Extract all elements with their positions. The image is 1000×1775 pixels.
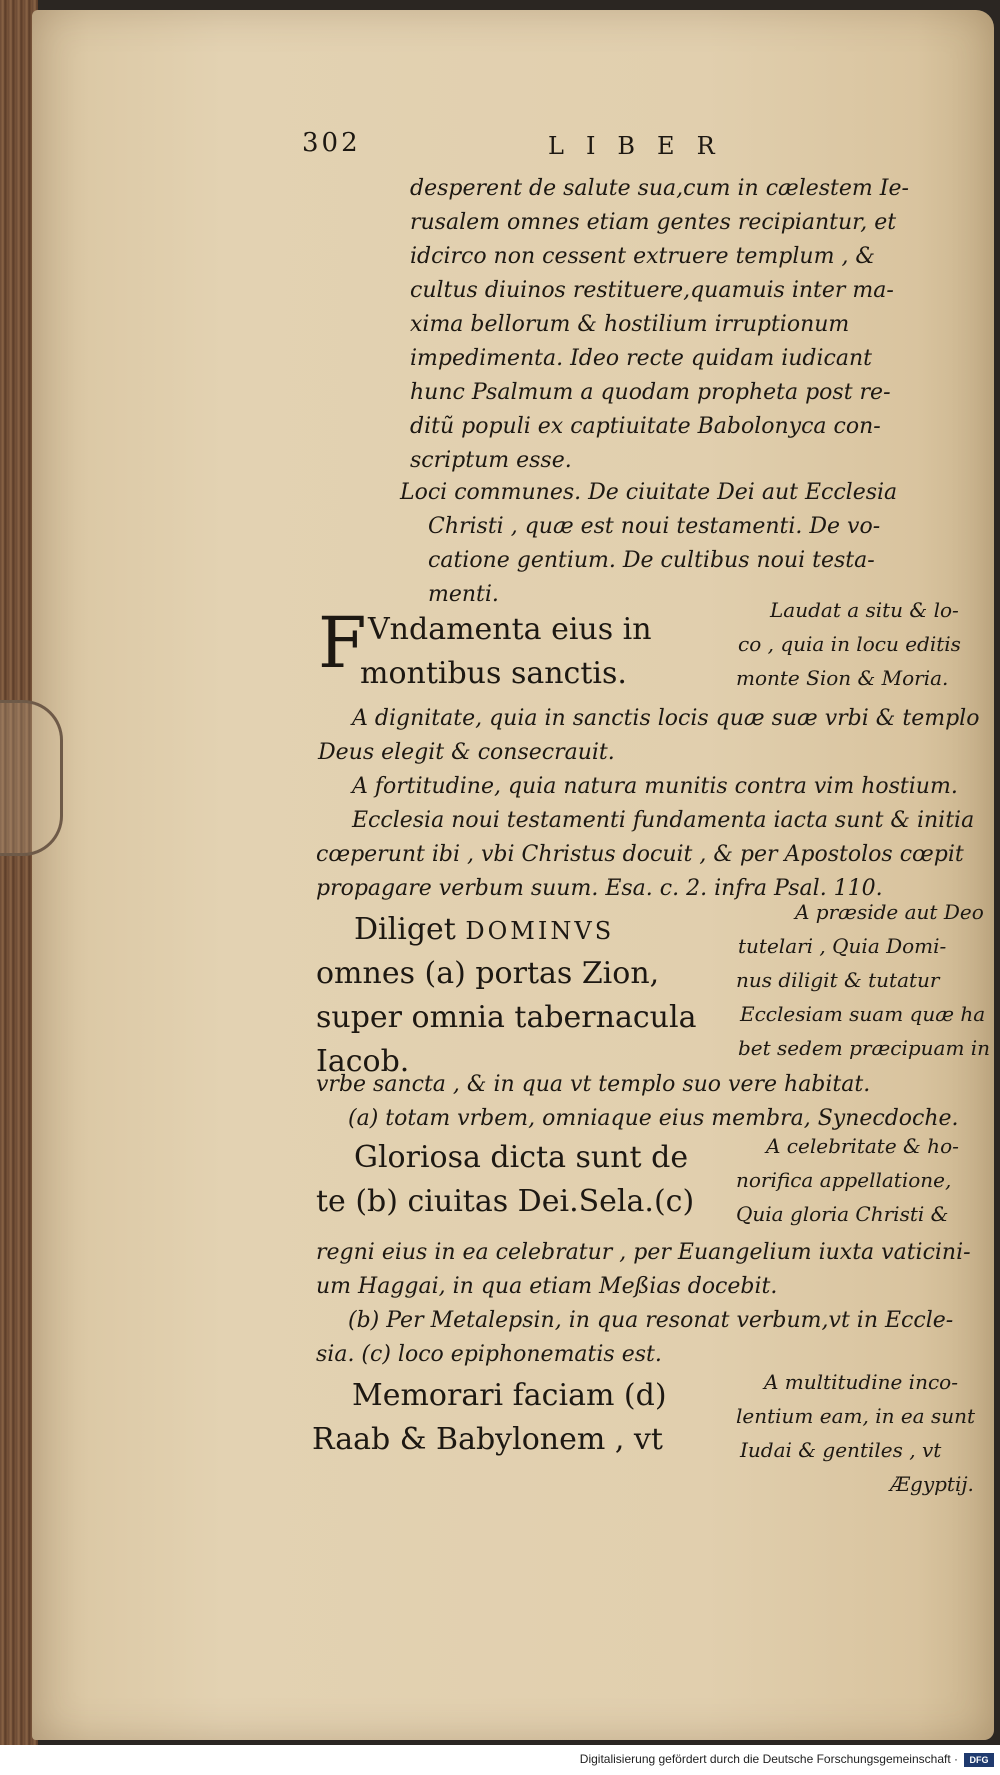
text-line: scriptum esse. [410, 448, 572, 473]
comment-line: sia. (c) loco epiphonematis est. [316, 1342, 662, 1367]
margin-note: A multitudine inco- [764, 1370, 958, 1394]
margin-note: norifica appellatione, [736, 1168, 952, 1192]
comment-line: A fortitudine, quia natura munitis contra vim hostium. [352, 774, 958, 799]
comment-line: (a) totam vrbem, omniaque eius membra, Synecdoche. [348, 1106, 959, 1131]
margin-note: A celebritate & ho- [766, 1134, 959, 1158]
margin-note: tutelari , Quia Domi- [738, 934, 947, 958]
text-line: xima bellorum & hostilium irruptionum [410, 312, 850, 337]
margin-note: Iudai & gentiles , vt [740, 1438, 942, 1462]
margin-note: bet sedem præcipuam in [738, 1036, 991, 1060]
comment-line: vrbe sancta , & in qua vt templo suo vere habitat. [316, 1072, 871, 1097]
loci-line: Loci communes. De ciuitate Dei aut Ecclesia [400, 480, 898, 505]
text-line: ditũ populi ex captiuitate Babolonyca con- [410, 414, 881, 439]
verse-line: te (b) ciuitas Dei.Sela.(c) [316, 1184, 695, 1219]
page-number: 302 [302, 128, 361, 158]
book-page [32, 10, 994, 1740]
comment-line: Deus elegit & consecrauit. [318, 740, 615, 765]
comment-line: um Haggai, in qua etiam Meßias docebit. [316, 1274, 778, 1299]
text-line: rusalem omnes etiam gentes recipiantur, et [410, 210, 897, 235]
comment-line: A dignitate, quia in sanctis locis quæ suæ vrbi & templo [352, 706, 980, 731]
margin-note: Ægyptij. [890, 1472, 974, 1496]
margin-note: monte Sion & Moria. [736, 666, 949, 690]
comment-line: propagare verbum suum. Esa. c. 2. infra Psal. 110. [316, 876, 883, 901]
drop-initial: F [318, 602, 367, 684]
verse-line: Iacob. [316, 1044, 410, 1079]
running-title: LIBER [548, 132, 737, 160]
verse-line: super omnia tabernacula [316, 1000, 697, 1035]
page-clip [0, 700, 63, 856]
verse-line: Raab & Babylonem , vt [312, 1422, 663, 1457]
text-line: idcirco non cessent extruere templum , & [410, 244, 876, 269]
text-line: impedimenta. Ideo recte quidam iudicant [410, 346, 872, 371]
margin-note: Ecclesiam suam quæ ha [740, 1002, 986, 1026]
digitization-credit: Digitalisierung gefördert durch die Deutsche Forschungsgemeinschaft · [579, 1752, 958, 1766]
margin-note: Laudat a situ & lo- [770, 598, 959, 622]
verse-line: montibus sanctis. [360, 656, 627, 691]
margin-note: nus diligit & tutatur [736, 968, 940, 992]
loci-line: catione gentium. De cultibus noui testa- [428, 548, 875, 573]
verse-word: Diliget [354, 912, 466, 947]
text-line: desperent de salute sua,cum in cælestem Ie- [410, 176, 909, 201]
comment-line: cœperunt ibi , vbi Christus docuit , & per Apostolos cœpit [316, 842, 964, 867]
verse-line: Memorari faciam (d) [352, 1378, 667, 1413]
margin-note: A præside aut Deo [795, 900, 984, 924]
text-line: cultus diuinos restituere,quamuis inter ma- [410, 278, 894, 303]
comment-line: Ecclesia noui testamenti fundamenta iacta sunt & initia [352, 808, 975, 833]
loci-line: Christi , quæ est noui testamenti. De vo- [428, 514, 881, 539]
margin-note: lentium eam, in ea sunt [736, 1404, 976, 1428]
verse-smallcaps: DOMINVS [465, 917, 615, 945]
verse-line: Gloriosa dicta sunt de [354, 1140, 689, 1175]
margin-note: Quia gloria Christi & [736, 1202, 949, 1226]
comment-line: (b) Per Metalepsin, in qua resonat verbum,vt in Eccle- [348, 1308, 954, 1333]
text-line: hunc Psalmum a quodam propheta post re- [410, 380, 891, 405]
dfg-logo-icon: DFG [964, 1753, 994, 1767]
margin-note: co , quia in locu editis [738, 632, 961, 656]
loci-line: menti. [428, 582, 499, 607]
verse-line [354, 912, 614, 947]
verse-line: omnes (a) portas Zion, [316, 956, 660, 991]
verse-line: Vndamenta eius in [368, 612, 652, 647]
comment-line: regni eius in ea celebratur , per Euangelium iuxta vaticini- [316, 1240, 971, 1265]
